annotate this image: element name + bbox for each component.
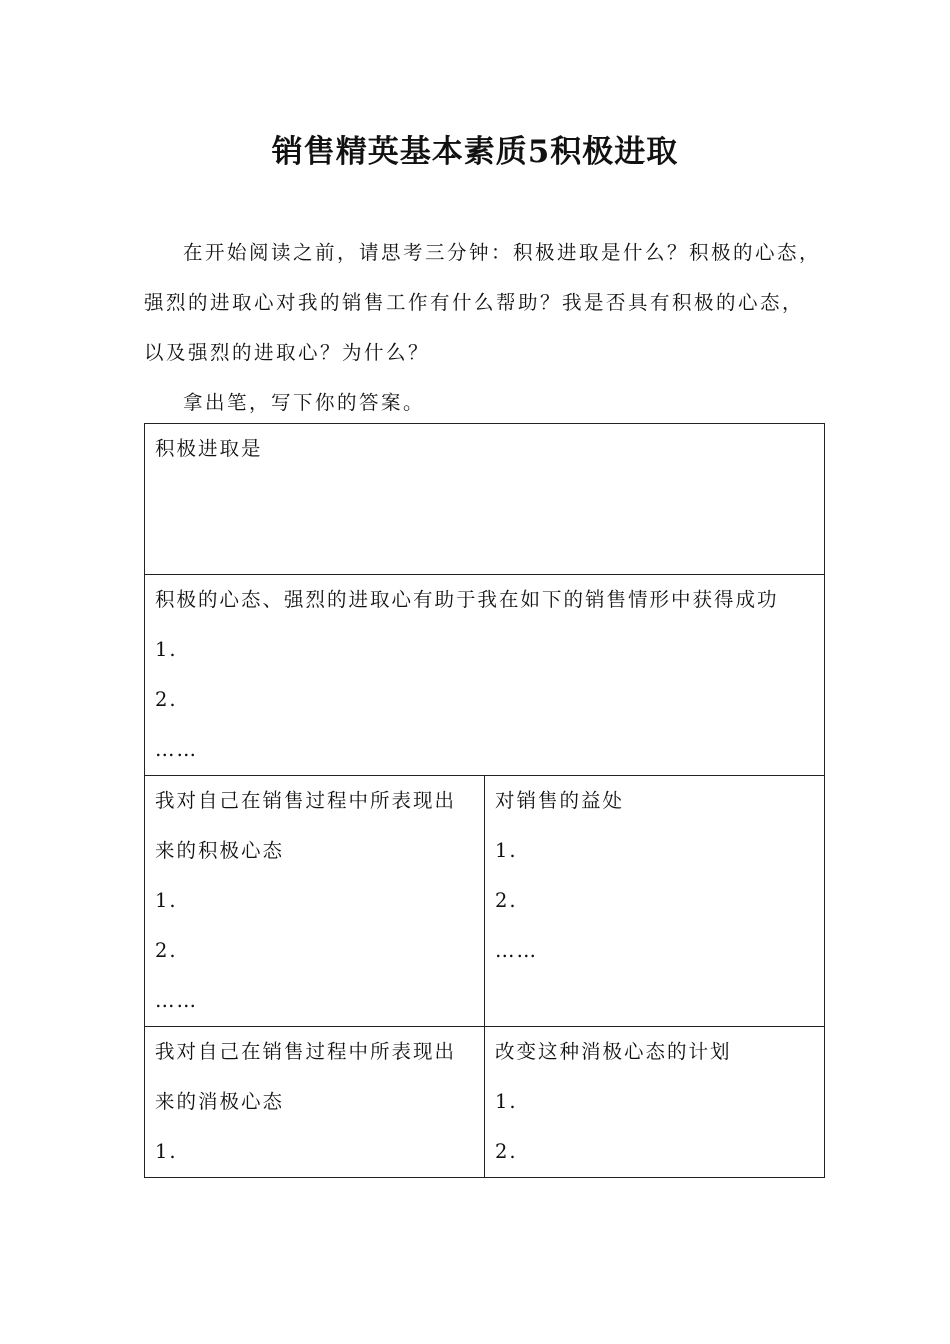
intro-paragraph: 在开始阅读之前，请思考三分钟：积极进取是什么？积极的心态，强烈的进取心对我的销售工作有什么帮助？我是否具有积极的心态，以及强烈的进取心？为什么？ (144, 241, 822, 364)
list-item: 2. (495, 889, 518, 912)
list-item: 2. (495, 1140, 518, 1163)
list-item: 1. (155, 889, 178, 912)
answer-table (144, 423, 825, 1178)
list-item: 2. (155, 939, 178, 962)
negative-attitude-cell[interactable] (145, 1027, 485, 1178)
list-item: 1. (155, 638, 178, 661)
success-situations-cell[interactable] (145, 575, 825, 776)
page-title: 销售精英基本素质5积极进取 (271, 134, 679, 170)
change-plan-cell[interactable] (485, 1027, 825, 1178)
positive-attitude-cell[interactable] (145, 776, 485, 1027)
list-item: 1. (155, 1140, 178, 1163)
positive-attitude-label-line1: 我对自己在销售过程中所表现出 (155, 789, 457, 812)
list-item: …… (155, 989, 198, 1012)
definition-label: 积极进取是 (155, 437, 263, 460)
table-row-negative-attitude (145, 1027, 825, 1178)
definition-cell[interactable] (145, 424, 825, 575)
list-item: 1. (495, 839, 518, 862)
list-item: 1. (495, 1090, 518, 1113)
negative-attitude-label-line2: 来的消极心态 (155, 1090, 285, 1113)
table-row-definition (145, 424, 825, 575)
list-item: …… (155, 738, 198, 761)
intro-section (144, 228, 824, 428)
instruction-paragraph: 拿出笔，写下你的答案。 (183, 391, 426, 414)
table-row-success-situations (145, 575, 825, 776)
sales-benefit-cell[interactable] (485, 776, 825, 1027)
list-item: 2. (155, 688, 178, 711)
table-row-positive-attitude (145, 776, 825, 1027)
sales-benefit-label: 对销售的益处 (495, 789, 625, 812)
positive-attitude-label-line2: 来的积极心态 (155, 839, 285, 862)
change-plan-label: 改变这种消极心态的计划 (495, 1040, 732, 1063)
negative-attitude-label-line1: 我对自己在销售过程中所表现出 (155, 1040, 457, 1063)
success-situations-label: 积极的心态、强烈的进取心有助于我在如下的销售情形中获得成功 (155, 588, 779, 611)
list-item: …… (495, 939, 538, 962)
